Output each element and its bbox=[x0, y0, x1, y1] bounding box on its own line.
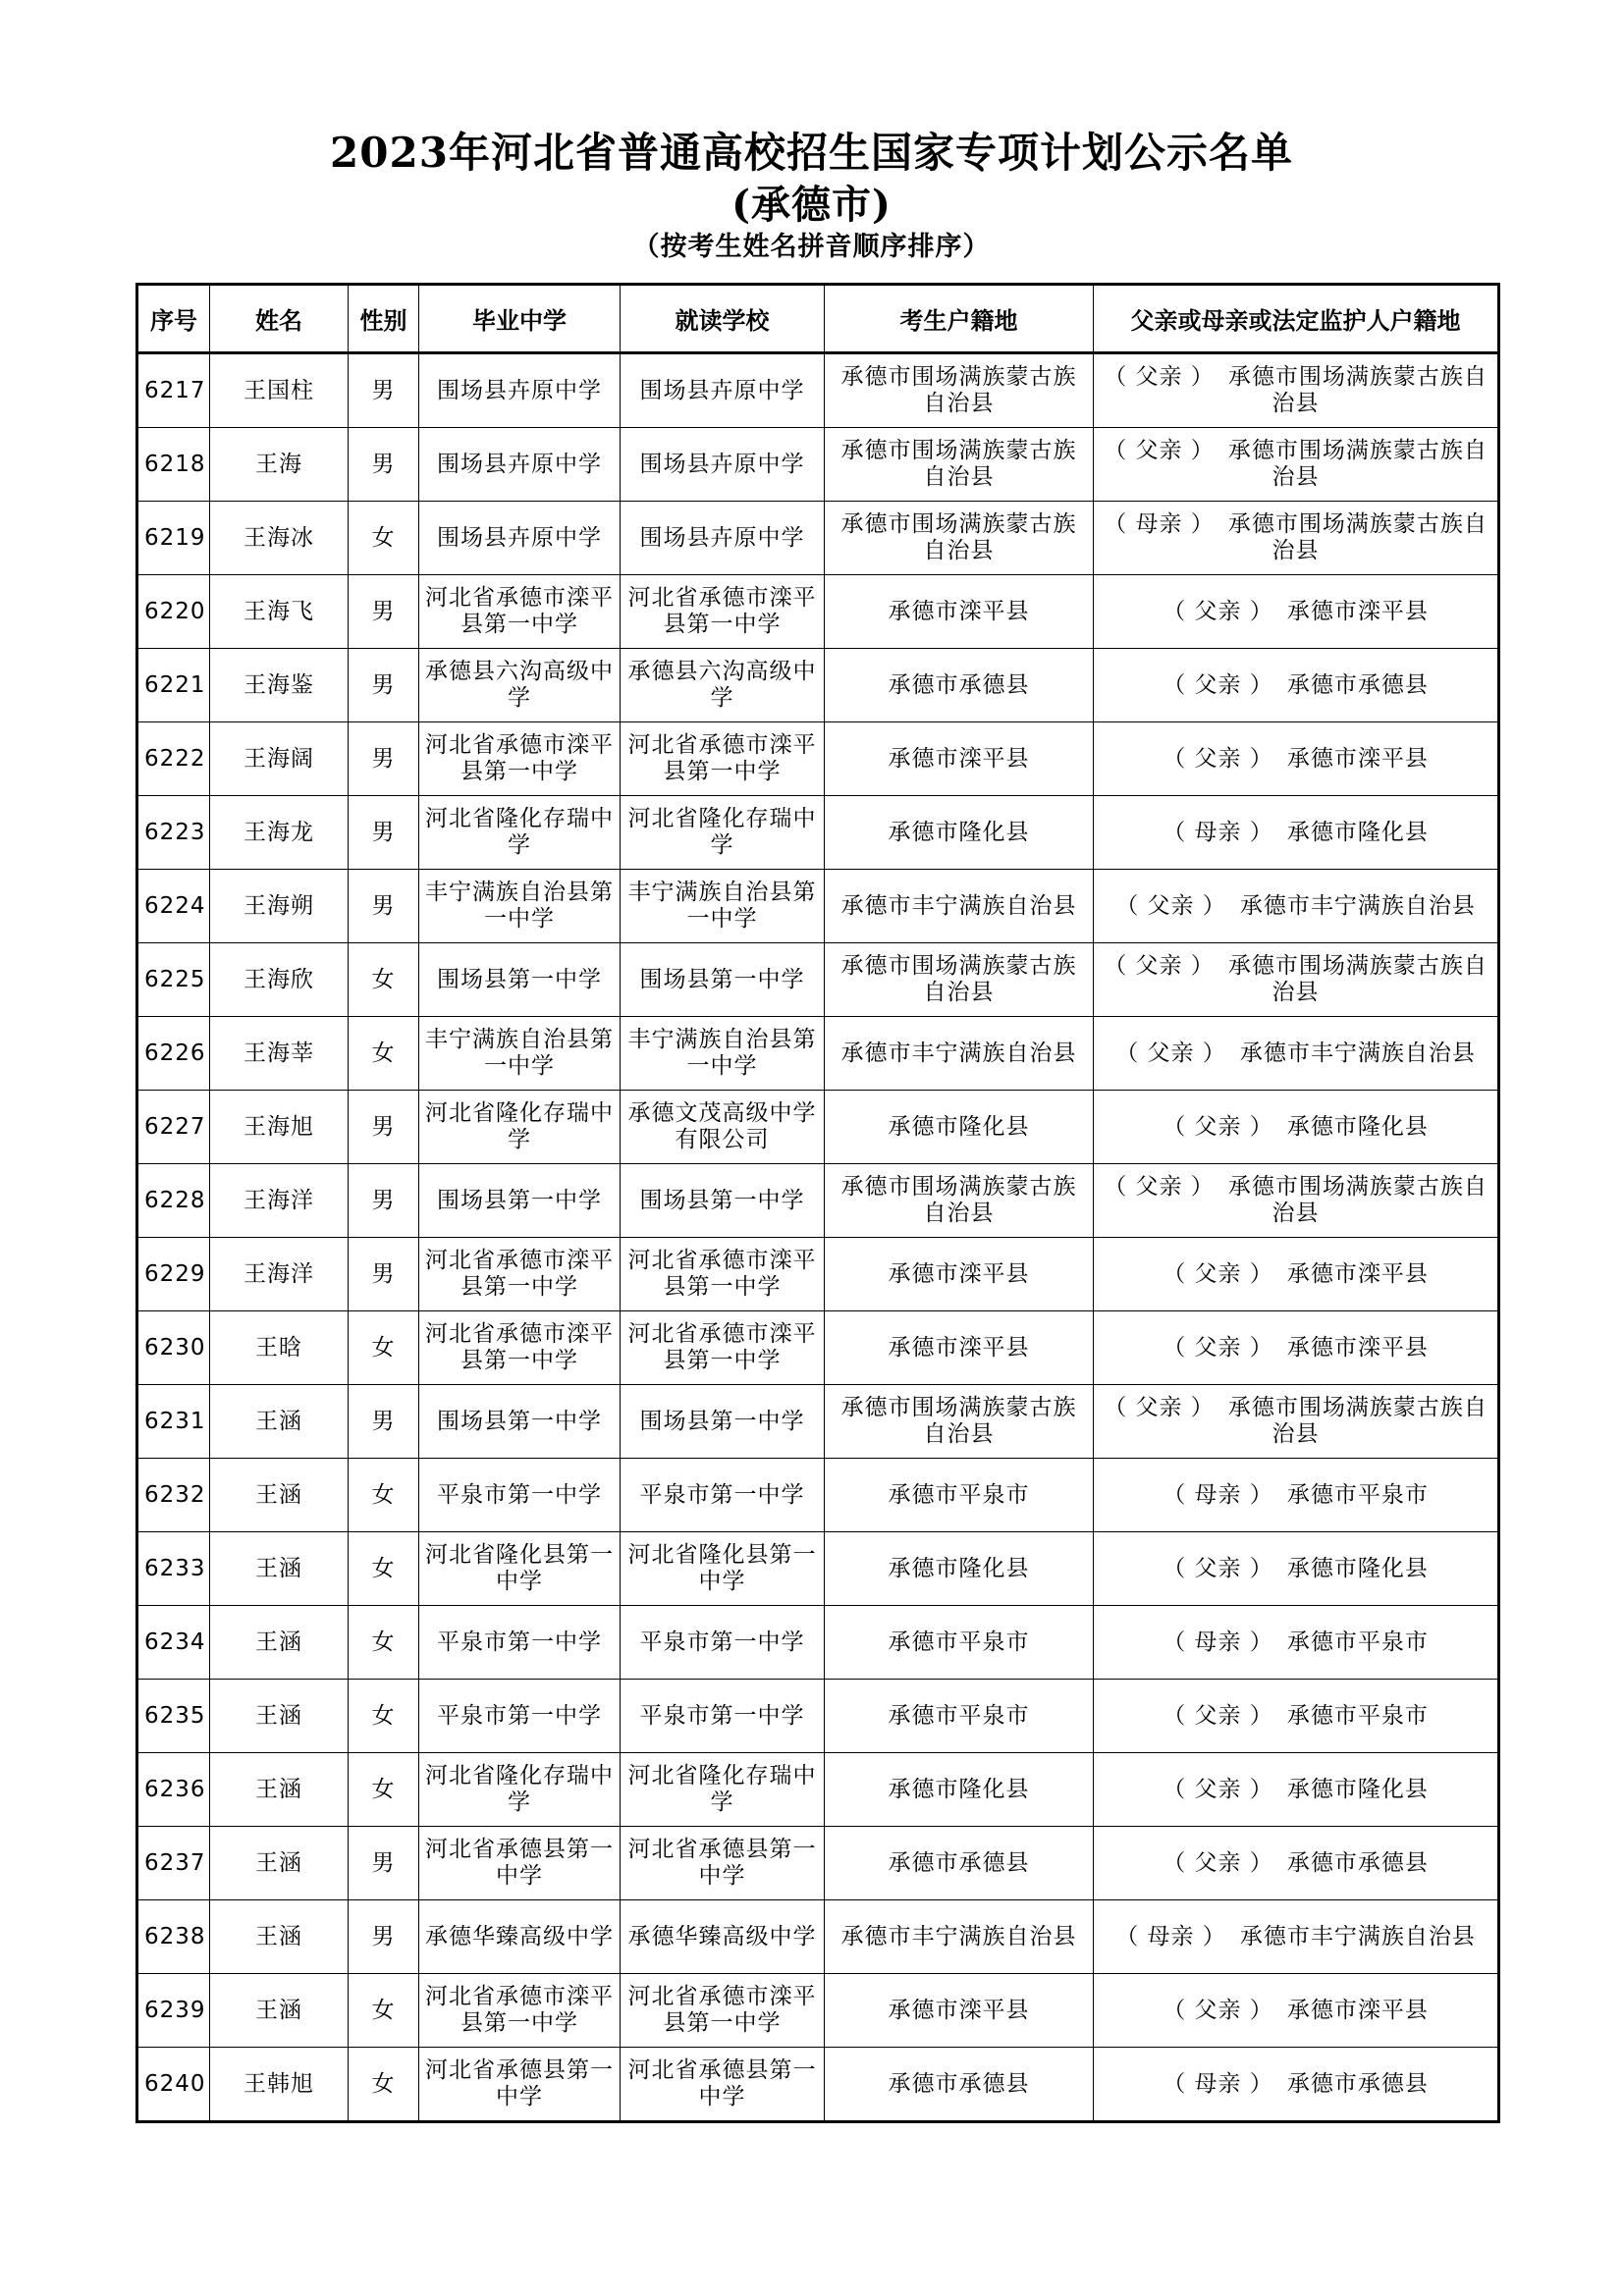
cell-grad-school: 河北省承德市滦平县第一中学 bbox=[419, 1974, 621, 2048]
cell-guardian-household bbox=[1094, 1974, 1499, 2048]
cell-gender: 男 bbox=[349, 575, 419, 649]
guardian-place: 承德市平泉市 bbox=[1286, 1629, 1429, 1655]
cell-household: 承德市平泉市 bbox=[825, 1680, 1094, 1753]
cell-guardian-household bbox=[1094, 1164, 1499, 1238]
cell-current-school: 承德文茂高级中学有限公司 bbox=[621, 1091, 825, 1164]
cell-guardian-household bbox=[1094, 1459, 1499, 1532]
cell-seq: 6225 bbox=[137, 943, 210, 1017]
cell-seq: 6229 bbox=[137, 1238, 210, 1311]
cell-guardian-household bbox=[1094, 870, 1499, 943]
cell-current-school: 河北省承德市滦平县第一中学 bbox=[621, 722, 825, 796]
cell-gender: 女 bbox=[349, 1532, 419, 1606]
table-header bbox=[137, 285, 1499, 353]
cell-current-school: 河北省承德市滦平县第一中学 bbox=[621, 575, 825, 649]
cell-name: 王海龙 bbox=[210, 796, 349, 870]
cell-gender: 女 bbox=[349, 1606, 419, 1680]
cell-household: 承德市承德县 bbox=[825, 649, 1094, 722]
guardian-relation: （ 父亲 ） bbox=[1104, 364, 1215, 390]
guardian-place: 承德市滦平县 bbox=[1286, 1334, 1429, 1361]
cell-household: 承德市滦平县 bbox=[825, 1974, 1094, 2048]
cell-guardian-household bbox=[1094, 1827, 1499, 1900]
cell-grad-school: 承德华臻高级中学 bbox=[419, 1900, 621, 1974]
table-body bbox=[137, 353, 1499, 2122]
cell-name: 王涵 bbox=[210, 1680, 349, 1753]
cell-seq: 6238 bbox=[137, 1900, 210, 1974]
cell-seq: 6240 bbox=[137, 2048, 210, 2122]
guardian-place: 承德市丰宁满族自治县 bbox=[1239, 1040, 1476, 1066]
cell-seq: 6233 bbox=[137, 1532, 210, 1606]
cell-current-school: 承德县六沟高级中学 bbox=[621, 649, 825, 722]
guardian-relation: （ 父亲 ） bbox=[1163, 1334, 1273, 1361]
guardian-place: 承德市丰宁满族自治县 bbox=[1239, 892, 1476, 919]
guardian-relation: （ 母亲 ） bbox=[1163, 819, 1273, 845]
cell-current-school: 承德华臻高级中学 bbox=[621, 1900, 825, 1974]
cell-gender: 女 bbox=[349, 502, 419, 575]
cell-grad-school: 围场县卉原中学 bbox=[419, 428, 621, 502]
cell-name: 王国柱 bbox=[210, 353, 349, 428]
cell-current-school: 平泉市第一中学 bbox=[621, 1459, 825, 1532]
guardian-relation: （ 父亲 ） bbox=[1104, 953, 1215, 979]
cell-name: 王涵 bbox=[210, 1900, 349, 1974]
guardian-place: 承德市滦平县 bbox=[1286, 1260, 1429, 1287]
guardian-place: 承德市承德县 bbox=[1286, 2070, 1429, 2097]
cell-name: 王涵 bbox=[210, 1827, 349, 1900]
cell-gender: 男 bbox=[349, 1238, 419, 1311]
guardian-relation: （ 母亲 ） bbox=[1104, 511, 1215, 537]
table-row bbox=[137, 428, 1499, 502]
cell-household: 承德市围场满族蒙古族自治县 bbox=[825, 502, 1094, 575]
guardian-place: 承德市承德县 bbox=[1286, 671, 1429, 698]
cell-grad-school: 河北省承德县第一中学 bbox=[419, 1827, 621, 1900]
cell-seq: 6220 bbox=[137, 575, 210, 649]
table-row bbox=[137, 722, 1499, 796]
cell-grad-school: 河北省承德市滦平县第一中学 bbox=[419, 1311, 621, 1385]
cell-guardian-household bbox=[1094, 1753, 1499, 1827]
guardian-place: 承德市承德县 bbox=[1286, 1849, 1429, 1876]
table-row bbox=[137, 1238, 1499, 1311]
cell-grad-school: 河北省承德市滦平县第一中学 bbox=[419, 1238, 621, 1311]
cell-seq: 6234 bbox=[137, 1606, 210, 1680]
table-row bbox=[137, 1164, 1499, 1238]
cell-name: 王韩旭 bbox=[210, 2048, 349, 2122]
cell-grad-school: 围场县卉原中学 bbox=[419, 502, 621, 575]
cell-household: 承德市滦平县 bbox=[825, 1238, 1094, 1311]
cell-grad-school: 河北省隆化存瑞中学 bbox=[419, 1091, 621, 1164]
cell-current-school: 围场县卉原中学 bbox=[621, 353, 825, 428]
guardian-place: 承德市围场满族蒙古族自治县 bbox=[1227, 1174, 1488, 1226]
cell-gender: 女 bbox=[349, 1017, 419, 1091]
cell-name: 王涵 bbox=[210, 1974, 349, 2048]
page-subtitle: (承德市) bbox=[731, 182, 892, 228]
cell-household: 承德市隆化县 bbox=[825, 1753, 1094, 1827]
table-row bbox=[137, 1680, 1499, 1753]
cell-gender: 男 bbox=[349, 796, 419, 870]
guardian-relation: （ 母亲 ） bbox=[1115, 1923, 1226, 1949]
cell-household: 承德市丰宁满族自治县 bbox=[825, 870, 1094, 943]
guardian-relation: （ 父亲 ） bbox=[1163, 1702, 1273, 1729]
cell-guardian-household bbox=[1094, 2048, 1499, 2122]
cell-gender: 女 bbox=[349, 1680, 419, 1753]
guardian-relation: （ 父亲 ） bbox=[1163, 1260, 1273, 1287]
column-header-seq: 序号 bbox=[137, 285, 210, 353]
cell-guardian-household bbox=[1094, 943, 1499, 1017]
cell-guardian-household bbox=[1094, 1385, 1499, 1459]
cell-gender: 女 bbox=[349, 2048, 419, 2122]
cell-seq: 6217 bbox=[137, 353, 210, 428]
cell-current-school: 围场县卉原中学 bbox=[621, 502, 825, 575]
cell-name: 王海阔 bbox=[210, 722, 349, 796]
table-row bbox=[137, 1017, 1499, 1091]
cell-grad-school: 围场县卉原中学 bbox=[419, 353, 621, 428]
guardian-place: 承德市隆化县 bbox=[1286, 1776, 1429, 1802]
cell-gender: 男 bbox=[349, 1164, 419, 1238]
table-row bbox=[137, 2048, 1499, 2122]
cell-name: 王涵 bbox=[210, 1606, 349, 1680]
cell-name: 王涵 bbox=[210, 1459, 349, 1532]
cell-grad-school: 河北省隆化县第一中学 bbox=[419, 1532, 621, 1606]
cell-current-school: 平泉市第一中学 bbox=[621, 1606, 825, 1680]
cell-seq: 6228 bbox=[137, 1164, 210, 1238]
cell-current-school: 丰宁满族自治县第一中学 bbox=[621, 870, 825, 943]
table-row bbox=[137, 1974, 1499, 2048]
cell-guardian-household bbox=[1094, 1017, 1499, 1091]
table-row bbox=[137, 1900, 1499, 1974]
cell-name: 王海冰 bbox=[210, 502, 349, 575]
cell-current-school: 河北省隆化存瑞中学 bbox=[621, 1753, 825, 1827]
cell-guardian-household bbox=[1094, 502, 1499, 575]
cell-current-school: 河北省隆化县第一中学 bbox=[621, 1532, 825, 1606]
guardian-relation: （ 父亲 ） bbox=[1104, 1395, 1215, 1420]
cell-grad-school: 河北省隆化存瑞中学 bbox=[419, 1753, 621, 1827]
cell-household: 承德市围场满族蒙古族自治县 bbox=[825, 353, 1094, 428]
cell-guardian-household bbox=[1094, 428, 1499, 502]
cell-household: 承德市丰宁满族自治县 bbox=[825, 1900, 1094, 1974]
cell-name: 王涵 bbox=[210, 1532, 349, 1606]
cell-household: 承德市隆化县 bbox=[825, 1532, 1094, 1606]
guardian-place: 承德市隆化县 bbox=[1286, 819, 1429, 845]
cell-current-school: 河北省承德县第一中学 bbox=[621, 2048, 825, 2122]
table-row bbox=[137, 1459, 1499, 1532]
cell-household: 承德市隆化县 bbox=[825, 796, 1094, 870]
cell-gender: 男 bbox=[349, 722, 419, 796]
table-row bbox=[137, 649, 1499, 722]
guardian-place: 承德市平泉市 bbox=[1286, 1702, 1429, 1729]
guardian-relation: （ 父亲 ） bbox=[1115, 892, 1226, 919]
cell-guardian-household bbox=[1094, 1311, 1499, 1385]
cell-seq: 6223 bbox=[137, 796, 210, 870]
cell-guardian-household bbox=[1094, 1238, 1499, 1311]
cell-household: 承德市承德县 bbox=[825, 2048, 1094, 2122]
cell-grad-school: 围场县第一中学 bbox=[419, 943, 621, 1017]
cell-gender: 男 bbox=[349, 870, 419, 943]
cell-seq: 6230 bbox=[137, 1311, 210, 1385]
cell-name: 王海旭 bbox=[210, 1091, 349, 1164]
guardian-place: 承德市隆化县 bbox=[1286, 1113, 1429, 1140]
guardian-place: 承德市围场满族蒙古族自治县 bbox=[1227, 953, 1488, 1005]
cell-guardian-household bbox=[1094, 796, 1499, 870]
cell-gender: 女 bbox=[349, 943, 419, 1017]
page-title: 2023年河北省普通高校招生国家专项计划公示名单 bbox=[330, 129, 1293, 177]
table-row bbox=[137, 1311, 1499, 1385]
cell-name: 王海欣 bbox=[210, 943, 349, 1017]
cell-current-school: 河北省隆化存瑞中学 bbox=[621, 796, 825, 870]
cell-current-school: 围场县卉原中学 bbox=[621, 428, 825, 502]
cell-grad-school: 围场县第一中学 bbox=[419, 1385, 621, 1459]
cell-guardian-household bbox=[1094, 1680, 1499, 1753]
cell-guardian-household bbox=[1094, 1606, 1499, 1680]
table-row bbox=[137, 1827, 1499, 1900]
cell-seq: 6235 bbox=[137, 1680, 210, 1753]
cell-current-school: 河北省承德市滦平县第一中学 bbox=[621, 1974, 825, 2048]
column-header-gender: 性别 bbox=[349, 285, 419, 353]
cell-guardian-household bbox=[1094, 1900, 1499, 1974]
guardian-place: 承德市围场满族蒙古族自治县 bbox=[1227, 364, 1488, 416]
guardian-relation: （ 父亲 ） bbox=[1163, 671, 1273, 698]
cell-grad-school: 丰宁满族自治县第一中学 bbox=[419, 870, 621, 943]
cell-seq: 6239 bbox=[137, 1974, 210, 2048]
cell-grad-school: 河北省承德县第一中学 bbox=[419, 2048, 621, 2122]
cell-gender: 女 bbox=[349, 1753, 419, 1827]
cell-seq: 6222 bbox=[137, 722, 210, 796]
cell-current-school: 围场县第一中学 bbox=[621, 1385, 825, 1459]
table-row bbox=[137, 353, 1499, 428]
cell-current-school: 平泉市第一中学 bbox=[621, 1680, 825, 1753]
table-row bbox=[137, 796, 1499, 870]
column-header-current-school: 就读学校 bbox=[621, 285, 825, 353]
cell-name: 王海洋 bbox=[210, 1238, 349, 1311]
cell-grad-school: 丰宁满族自治县第一中学 bbox=[419, 1017, 621, 1091]
cell-guardian-household bbox=[1094, 722, 1499, 796]
cell-guardian-household bbox=[1094, 1091, 1499, 1164]
cell-guardian-household bbox=[1094, 649, 1499, 722]
table-row bbox=[137, 575, 1499, 649]
cell-household: 承德市平泉市 bbox=[825, 1606, 1094, 1680]
guardian-place: 承德市平泉市 bbox=[1286, 1481, 1429, 1508]
cell-household: 承德市平泉市 bbox=[825, 1459, 1094, 1532]
guardian-relation: （ 父亲 ） bbox=[1104, 1174, 1215, 1200]
cell-household: 承德市隆化县 bbox=[825, 1091, 1094, 1164]
cell-gender: 男 bbox=[349, 1900, 419, 1974]
guardian-relation: （ 父亲 ） bbox=[1163, 1776, 1273, 1802]
cell-household: 承德市滦平县 bbox=[825, 1311, 1094, 1385]
cell-grad-school: 河北省承德市滦平县第一中学 bbox=[419, 575, 621, 649]
cell-name: 王海朔 bbox=[210, 870, 349, 943]
cell-seq: 6231 bbox=[137, 1385, 210, 1459]
guardian-relation: （ 父亲 ） bbox=[1163, 1849, 1273, 1876]
cell-seq: 6237 bbox=[137, 1827, 210, 1900]
guardian-place: 承德市围场满族蒙古族自治县 bbox=[1227, 438, 1488, 490]
cell-gender: 男 bbox=[349, 1091, 419, 1164]
cell-current-school: 丰宁满族自治县第一中学 bbox=[621, 1017, 825, 1091]
cell-current-school: 围场县第一中学 bbox=[621, 943, 825, 1017]
cell-seq: 6219 bbox=[137, 502, 210, 575]
cell-seq: 6232 bbox=[137, 1459, 210, 1532]
table-row bbox=[137, 502, 1499, 575]
cell-guardian-household bbox=[1094, 575, 1499, 649]
cell-grad-school: 围场县第一中学 bbox=[419, 1164, 621, 1238]
cell-gender: 男 bbox=[349, 649, 419, 722]
table-row bbox=[137, 1753, 1499, 1827]
cell-seq: 6236 bbox=[137, 1753, 210, 1827]
guardian-relation: （ 父亲 ） bbox=[1163, 1113, 1273, 1140]
cell-grad-school: 承德县六沟高级中学 bbox=[419, 649, 621, 722]
cell-current-school: 河北省承德县第一中学 bbox=[621, 1827, 825, 1900]
cell-household: 承德市滦平县 bbox=[825, 575, 1094, 649]
table-row bbox=[137, 1091, 1499, 1164]
cell-gender: 男 bbox=[349, 1827, 419, 1900]
table-row bbox=[137, 1606, 1499, 1680]
guardian-place: 承德市丰宁满族自治县 bbox=[1239, 1923, 1476, 1949]
cell-grad-school: 河北省承德市滦平县第一中学 bbox=[419, 722, 621, 796]
cell-gender: 女 bbox=[349, 1974, 419, 2048]
cell-current-school: 河北省承德市滦平县第一中学 bbox=[621, 1238, 825, 1311]
guardian-relation: （ 父亲 ） bbox=[1163, 745, 1273, 772]
cell-grad-school: 平泉市第一中学 bbox=[419, 1459, 621, 1532]
cell-household: 承德市围场满族蒙古族自治县 bbox=[825, 943, 1094, 1017]
cell-name: 王涵 bbox=[210, 1753, 349, 1827]
guardian-relation: （ 母亲 ） bbox=[1163, 1481, 1273, 1508]
cell-name: 王海 bbox=[210, 428, 349, 502]
table-row bbox=[137, 1532, 1499, 1606]
guardian-relation: （ 母亲 ） bbox=[1163, 2070, 1273, 2097]
cell-household: 承德市围场满族蒙古族自治县 bbox=[825, 1164, 1094, 1238]
column-header-grad-school: 毕业中学 bbox=[419, 285, 621, 353]
cell-gender: 男 bbox=[349, 353, 419, 428]
cell-gender: 女 bbox=[349, 1311, 419, 1385]
cell-grad-school: 平泉市第一中学 bbox=[419, 1606, 621, 1680]
cell-seq: 6227 bbox=[137, 1091, 210, 1164]
column-header-guardian-household: 父亲或母亲或法定监护人户籍地 bbox=[1094, 285, 1499, 353]
guardian-relation: （ 父亲 ） bbox=[1104, 438, 1215, 463]
cell-guardian-household bbox=[1094, 353, 1499, 428]
guardian-place: 承德市隆化县 bbox=[1286, 1555, 1429, 1581]
cell-grad-school: 河北省隆化存瑞中学 bbox=[419, 796, 621, 870]
guardian-place: 承德市围场满族蒙古族自治县 bbox=[1227, 511, 1488, 563]
table-row bbox=[137, 943, 1499, 1017]
cell-name: 王海洋 bbox=[210, 1164, 349, 1238]
guardian-relation: （ 父亲 ） bbox=[1163, 1997, 1273, 2023]
cell-seq: 6226 bbox=[137, 1017, 210, 1091]
guardian-relation: （ 母亲 ） bbox=[1163, 1629, 1273, 1655]
header-row bbox=[137, 285, 1499, 353]
cell-gender: 男 bbox=[349, 1385, 419, 1459]
cell-seq: 6224 bbox=[137, 870, 210, 943]
cell-household: 承德市丰宁满族自治县 bbox=[825, 1017, 1094, 1091]
guardian-place: 承德市围场满族蒙古族自治县 bbox=[1227, 1395, 1488, 1447]
table-row bbox=[137, 1385, 1499, 1459]
cell-gender: 男 bbox=[349, 428, 419, 502]
cell-grad-school: 平泉市第一中学 bbox=[419, 1680, 621, 1753]
cell-seq: 6221 bbox=[137, 649, 210, 722]
cell-name: 王涵 bbox=[210, 1385, 349, 1459]
sort-note: （按考生姓名拼音顺序排序） bbox=[632, 232, 991, 262]
roster-table bbox=[135, 283, 1500, 2123]
cell-guardian-household bbox=[1094, 1532, 1499, 1606]
guardian-place: 承德市滦平县 bbox=[1286, 1997, 1429, 2023]
guardian-relation: （ 父亲 ） bbox=[1163, 1555, 1273, 1581]
guardian-relation: （ 父亲 ） bbox=[1115, 1040, 1226, 1066]
guardian-place: 承德市滦平县 bbox=[1286, 598, 1429, 624]
cell-name: 王晗 bbox=[210, 1311, 349, 1385]
cell-current-school: 河北省承德市滦平县第一中学 bbox=[621, 1311, 825, 1385]
cell-household: 承德市承德县 bbox=[825, 1827, 1094, 1900]
cell-household: 承德市滦平县 bbox=[825, 722, 1094, 796]
column-header-name: 姓名 bbox=[210, 285, 349, 353]
table-row bbox=[137, 870, 1499, 943]
guardian-place: 承德市滦平县 bbox=[1286, 745, 1429, 772]
guardian-relation: （ 父亲 ） bbox=[1163, 598, 1273, 624]
cell-household: 承德市围场满族蒙古族自治县 bbox=[825, 1385, 1094, 1459]
cell-current-school: 围场县第一中学 bbox=[621, 1164, 825, 1238]
cell-name: 王海莘 bbox=[210, 1017, 349, 1091]
column-header-household: 考生户籍地 bbox=[825, 285, 1094, 353]
cell-gender: 女 bbox=[349, 1459, 419, 1532]
cell-name: 王海鉴 bbox=[210, 649, 349, 722]
cell-name: 王海飞 bbox=[210, 575, 349, 649]
cell-household: 承德市围场满族蒙古族自治县 bbox=[825, 428, 1094, 502]
cell-seq: 6218 bbox=[137, 428, 210, 502]
